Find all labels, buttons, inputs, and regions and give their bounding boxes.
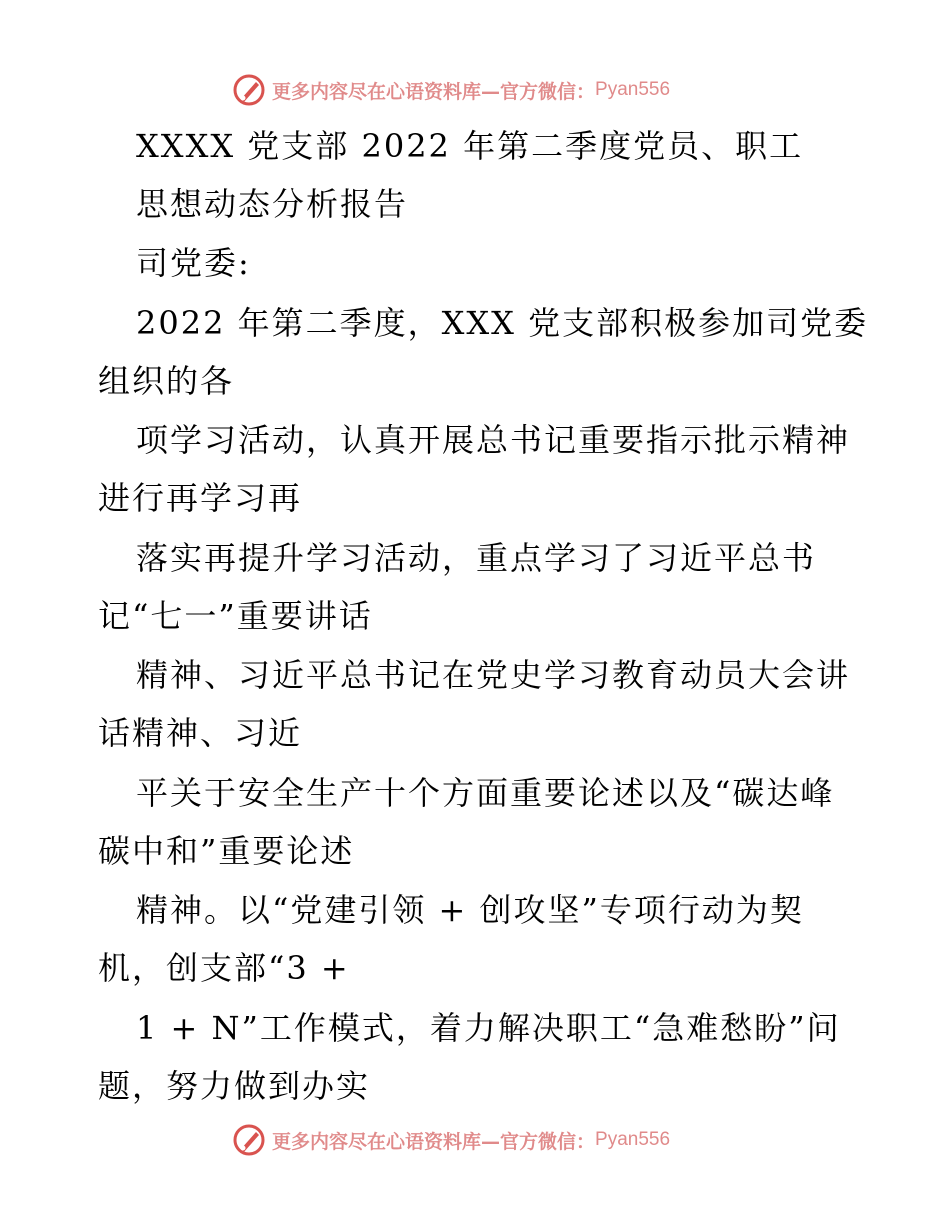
body-line: 平关于安全生产十个方面重要论述以及“碳达峰 (136, 774, 835, 812)
watermark-text: 更多内容尽在心语资料库—官方微信： (272, 80, 596, 103)
body-line: 组织的各 (98, 362, 235, 400)
body-line: 精神。以“党建引领 + 创攻坚”专项行动为契 (136, 891, 804, 929)
watermark-wechat-id: Pyan556 (595, 79, 671, 100)
body-line: 机，创支部“3 + (98, 949, 350, 987)
body-line: 话精神、习近 (98, 714, 303, 752)
salutation: 司党委: (136, 244, 251, 282)
pen-logo-icon (232, 73, 266, 107)
body-line: 进行再学习再 (98, 479, 303, 517)
title-line-2: 思想动态分析报告 (136, 185, 409, 223)
body-line: 1 + N”工作模式，着力解决职工“急难愁盼”问 (136, 1009, 841, 1047)
title-line-1: XXXX 党支部 2022 年第二季度党员、职工 (136, 127, 804, 165)
body-line: 项学习活动，认真开展总书记重要指示批示精神 (136, 421, 851, 459)
body-line: 题，努力做到办实 (98, 1067, 371, 1105)
header-watermark (232, 72, 670, 108)
body-line: 记“七一”重要讲话 (98, 597, 373, 635)
body-line: 精神、习近平总书记在党史学习教育动员大会讲 (136, 656, 851, 694)
watermark-text: 更多内容尽在心语资料库—官方微信： (272, 1130, 596, 1153)
body-line: 碳中和”重要论述 (98, 832, 355, 870)
watermark-wechat-id: Pyan556 (595, 1129, 671, 1150)
footer-watermark (232, 1122, 670, 1158)
body-line: 2022 年第二季度，XXX 党支部积极参加司党委 (136, 304, 869, 342)
body-line: 落实再提升学习活动，重点学习了习近平总书 (136, 539, 817, 577)
pen-logo-icon (232, 1123, 266, 1157)
